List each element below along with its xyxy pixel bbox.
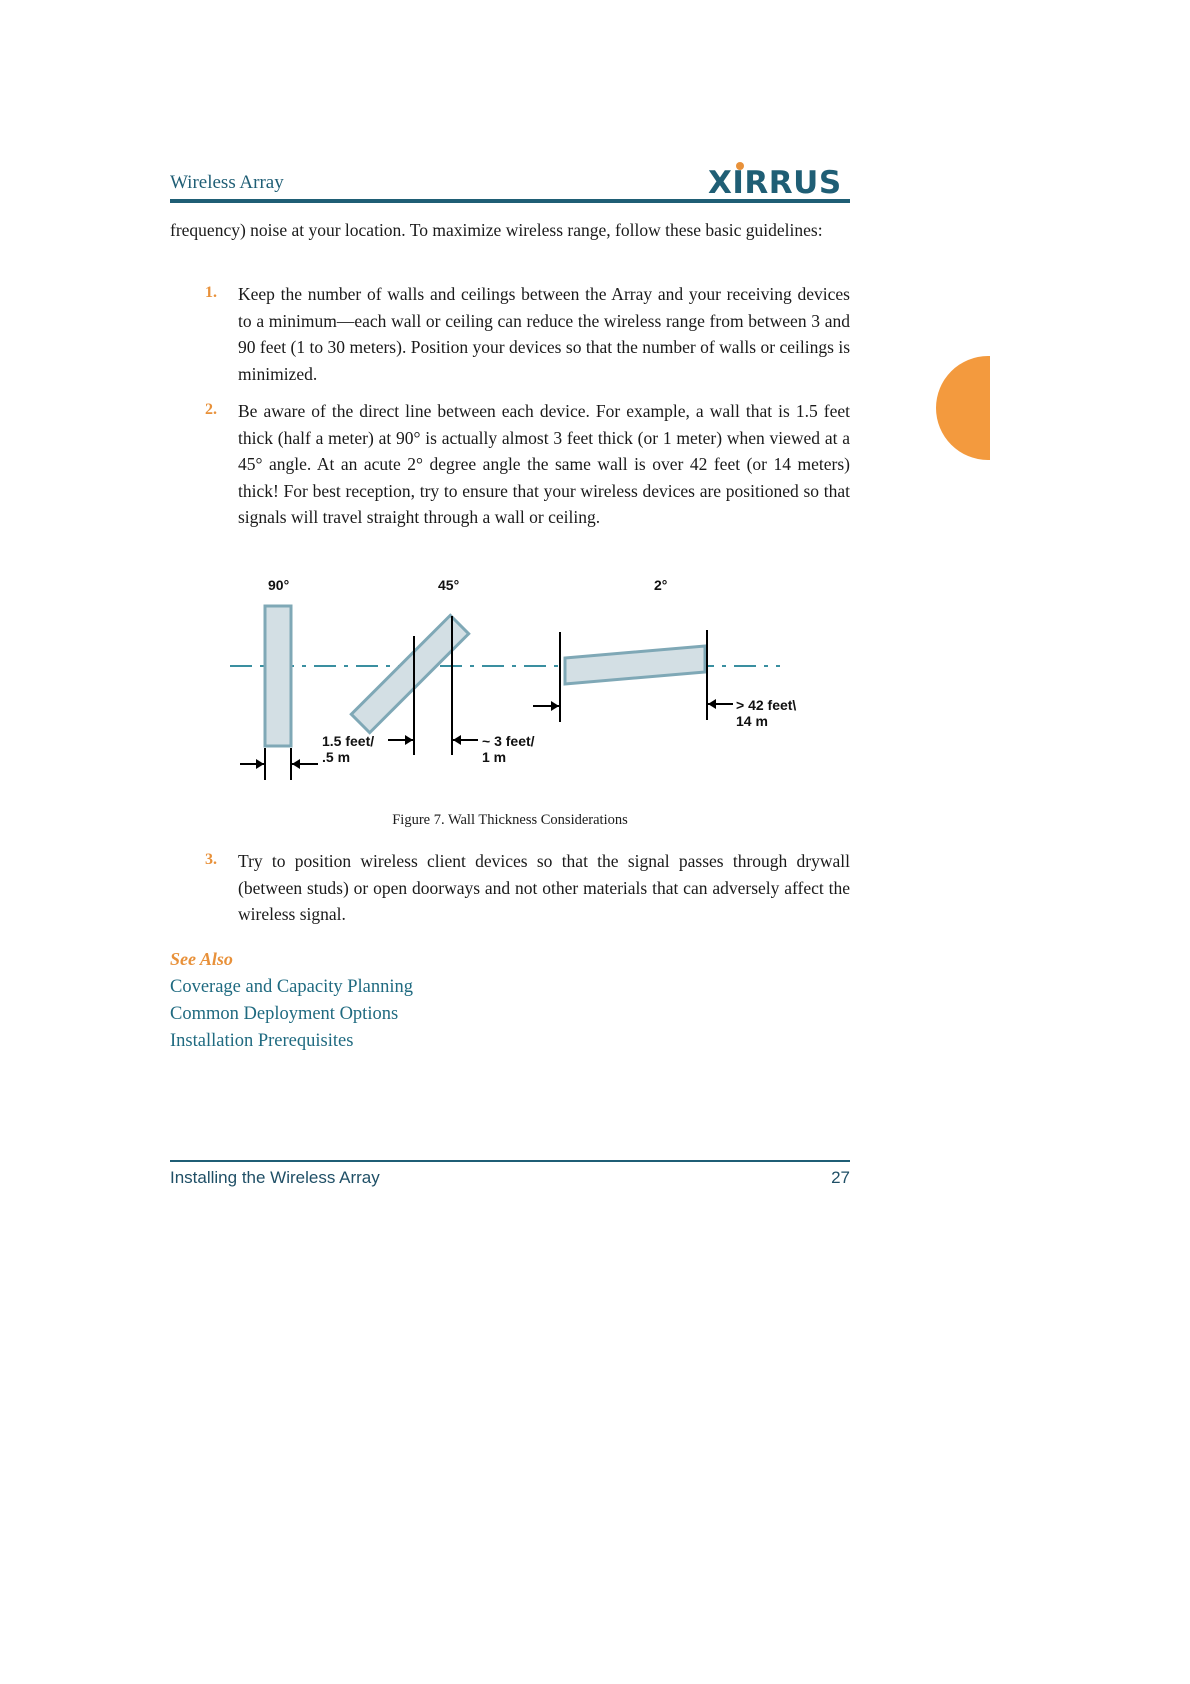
thickness-label-45-metric: 1 m [482,749,507,765]
link-deployment-options[interactable]: Common Deployment Options [170,1004,399,1024]
link-coverage-planning[interactable]: Coverage and Capacity Planning [170,977,414,997]
see-also-heading: See Also [170,949,233,969]
arrowhead-icon [453,735,461,745]
wall-2 [565,646,705,684]
chapter-thumb-tab [936,356,990,460]
angle-label-45: 45° [438,577,460,593]
arrowhead-icon [256,759,264,769]
figure-caption: Figure 7. Wall Thickness Considerations [392,812,628,828]
list-item: Try to position wireless client devices so that the signal passes through drywall (between studs) or open doorways and not other materials that can adversely affect the wireless signal. [238,851,850,924]
wall-90 [265,606,291,746]
intro-paragraph: frequency) noise at your location. To maximize wireless range, follow these basic guidelines: [170,220,823,240]
arrowhead-icon [551,701,559,711]
list-number: 1. [205,284,217,301]
list-number: 3. [205,851,217,868]
logo-wordmark: XIRRUS [708,165,842,196]
arrowhead-icon [292,759,300,769]
angle-label-2: 2° [654,577,668,593]
arrowhead-icon [708,699,716,709]
link-installation-prerequisites[interactable]: Installation Prerequisites [170,1031,354,1051]
list-number: 2. [205,401,217,418]
list-item: Be aware of the direct line between each device. For example, a wall that is 1.5 feet thick (half a meter) at 90° is actually almost 3 feet thick (or 1 meter) when viewed at a 45° angle. At an acute 2° degree angle the same wall is over 42 feet (or 14 meters) thick! For best reception, try to ensure that your wireless devices are positioned so that signals will travel straight through a wall or ceiling. [238,401,850,527]
angle-label-90: 90° [268,577,290,593]
thickness-label-2: > 42 feet\ [736,697,797,713]
arrowhead-icon [405,735,413,745]
running-header-title: Wireless Array [170,172,284,193]
thickness-label-90: 1.5 feet/ [322,733,375,749]
footer-chapter-title: Installing the Wireless Array [170,1168,380,1187]
footer-rule [170,1160,850,1162]
header-rule [170,199,850,203]
thickness-label-90-metric: .5 m [322,749,351,765]
xirrus-logo [706,160,846,196]
thickness-label-45: ~ 3 feet/ [482,733,535,749]
list-item: Keep the number of walls and ceilings between the Array and your receiving devices to a minimum—each wall or ceiling can reduce the wireless range from between 3 and 90 feet (1 to 30 meters). Position your devices so that the number of walls or ceilings is minimized. [238,284,850,384]
page-number: 27 [831,1168,850,1187]
wall-thickness-figure [220,570,800,785]
thickness-label-2-metric: 14 m [736,713,768,729]
